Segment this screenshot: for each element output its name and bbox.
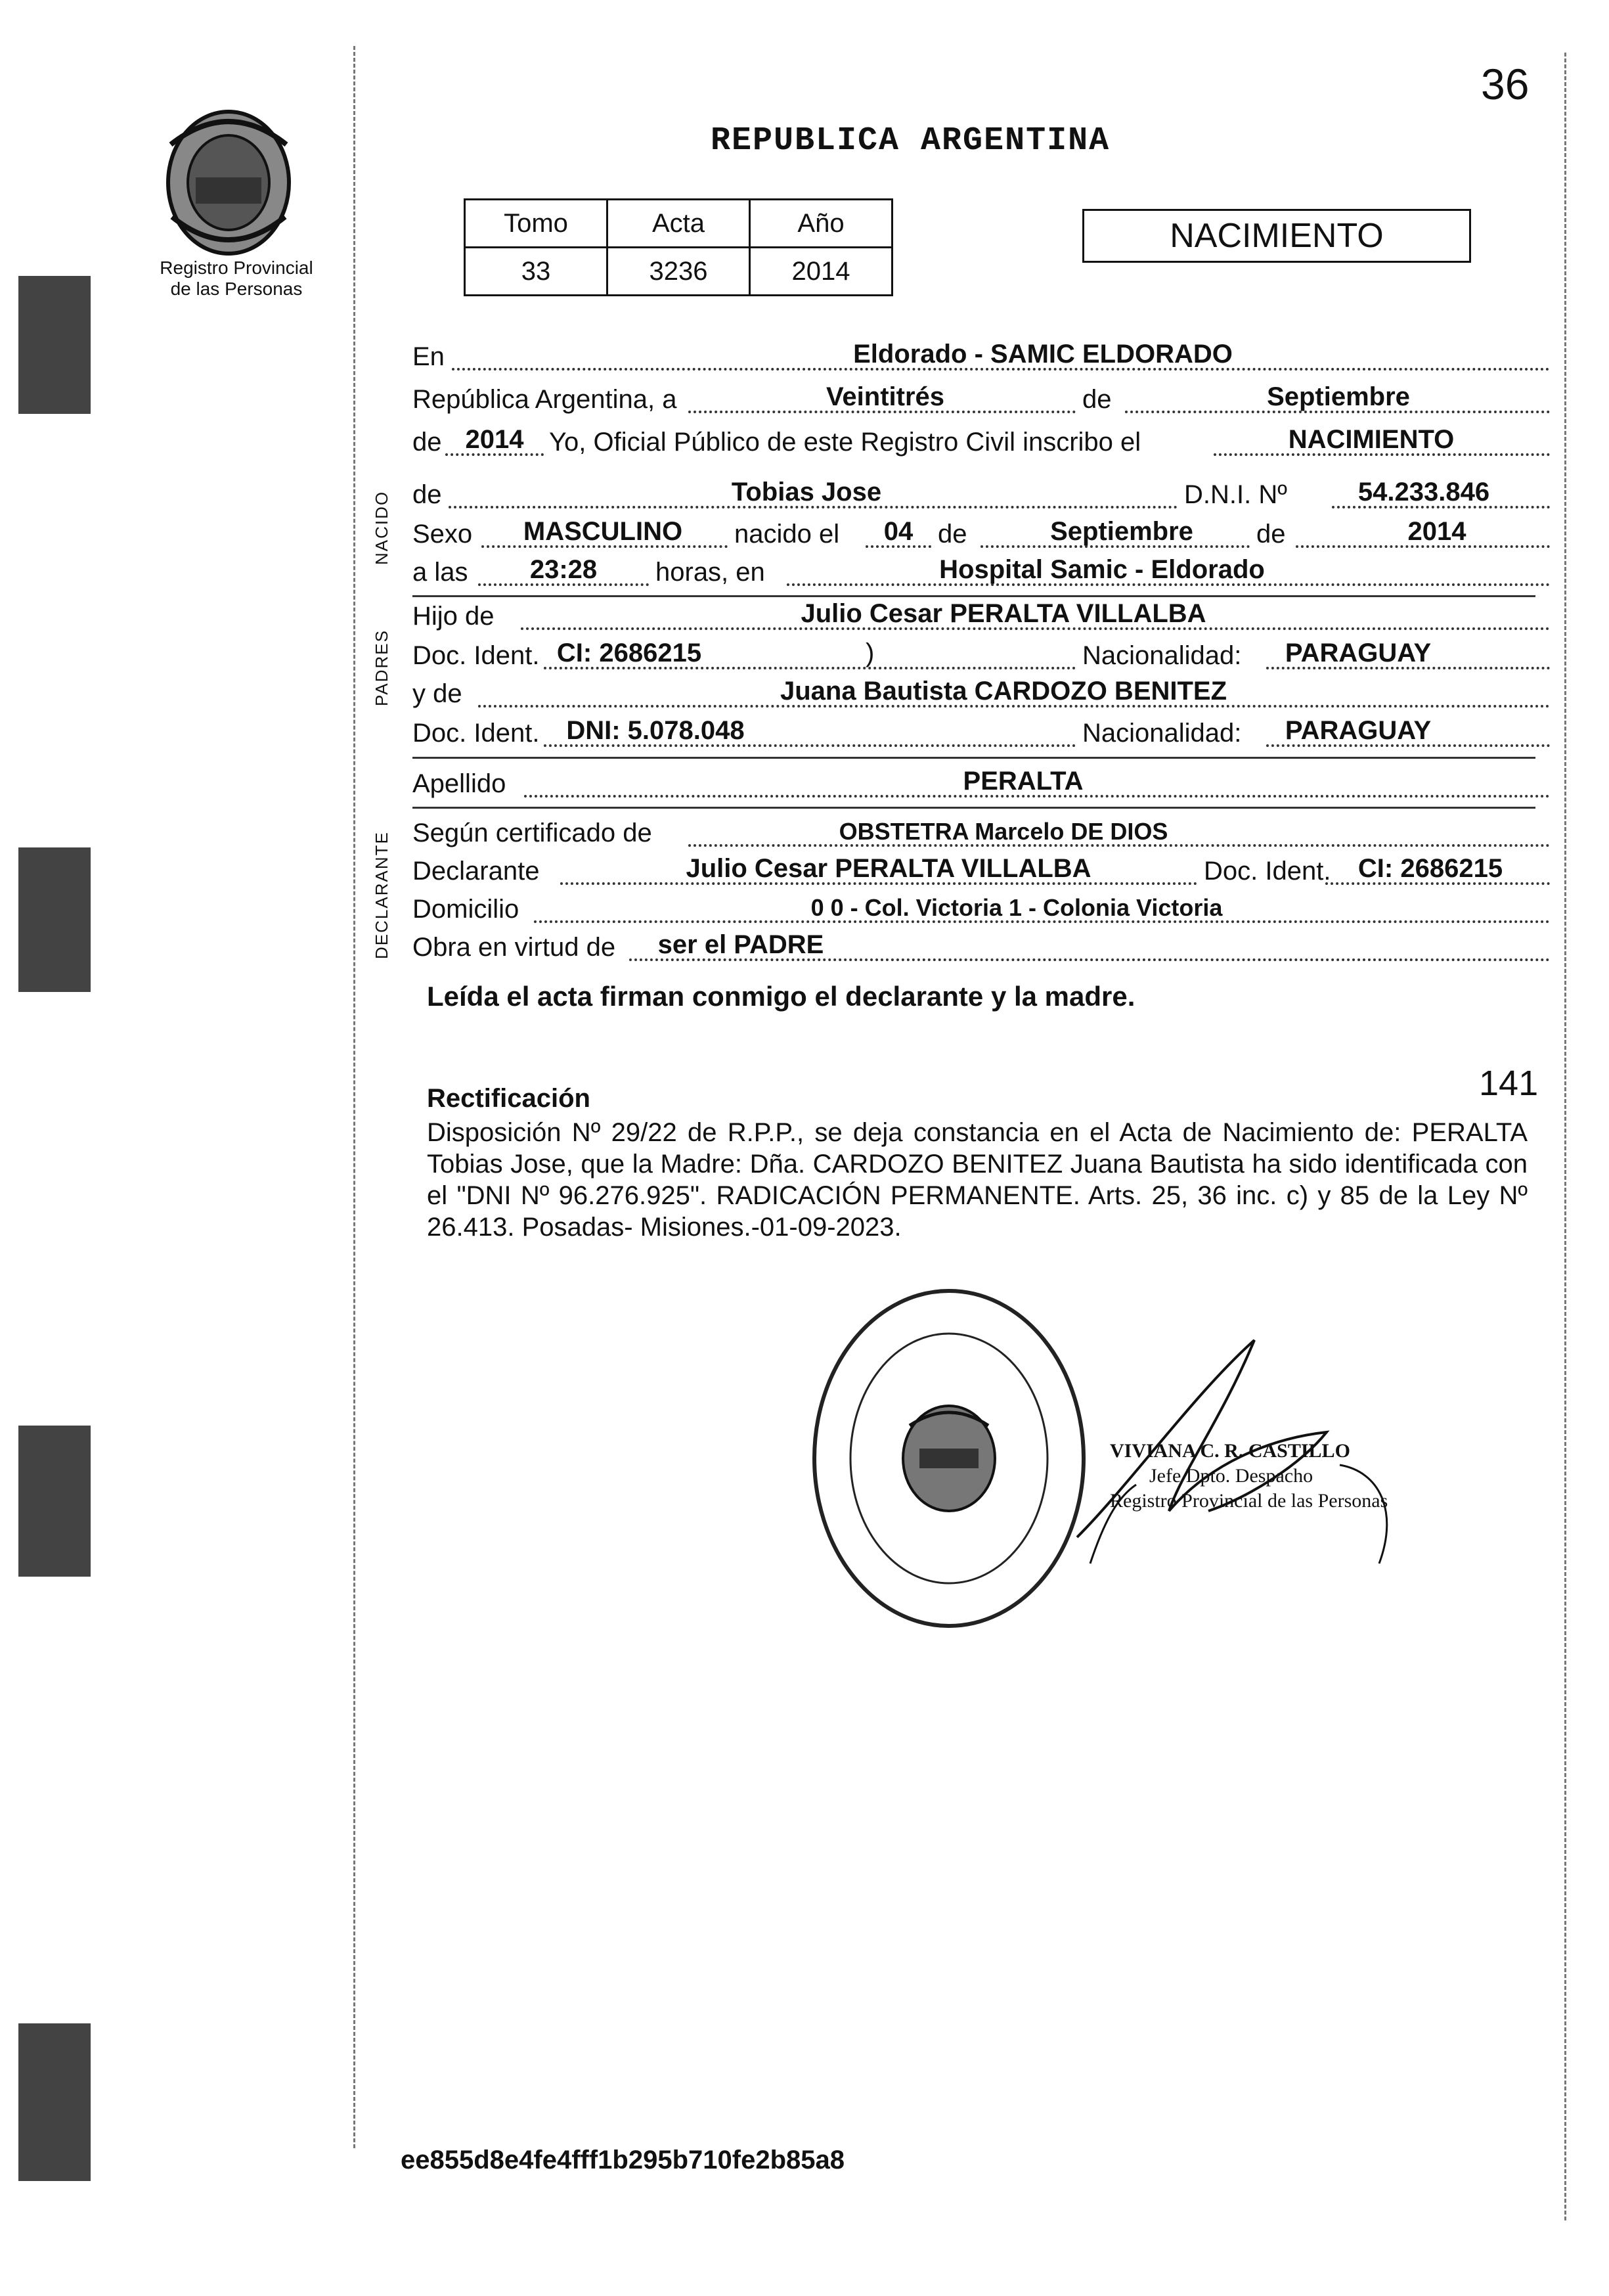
row-year: de 2014 Yo, Oficial Público de este Registro Civil inscribo el NACIMIENTO bbox=[412, 427, 1550, 461]
section-divider bbox=[412, 807, 1535, 809]
rectification-body: Disposición Nº 29/22 de R.P.P., se deja constancia en el Acta de Nacimiento de: PERALTA Tobias Jose, que la Madre: Dña. CARDOZO BENITEZ Juana Bautista ha sido identificada con el "DNI Nº 96.276.925". RADICACIÓN PERMANENTE. Arts. 25, 36 inc. c) y 85 de la Ley Nº 26.413. Posadas- Misiones.-01-09-2023. bbox=[427, 1118, 1528, 1242]
row-certificate: Según certificado de OBSTETRA Marcelo DE DIOS bbox=[412, 818, 1550, 852]
row-declarant: Declarante Julio Cesar PERALTA VILLALBA Doc. Ident. CI: 2686215 bbox=[412, 856, 1550, 890]
child-dni: 54.233.846 bbox=[1357, 478, 1490, 506]
record-table bbox=[464, 198, 893, 296]
official-stamp-icon bbox=[804, 1281, 1093, 1636]
row-date: República Argentina, a Veintitrés de Septiembre bbox=[412, 384, 1550, 418]
mother-doc: DNI: 5.078.048 bbox=[566, 716, 745, 745]
row-father: Hijo de Julio Cesar PERALTA VILLALBA bbox=[412, 601, 1550, 635]
province-seal-icon bbox=[159, 105, 298, 260]
birth-time: 23:28 bbox=[529, 555, 598, 584]
page-number: 36 bbox=[1481, 60, 1530, 108]
birth-place: Hospital Samic - Eldorado bbox=[939, 555, 1265, 584]
father-name: Julio Cesar PERALTA VILLALBA bbox=[801, 599, 1206, 628]
document-title: REPUBLICA ARGENTINA bbox=[711, 122, 1111, 160]
section-divider bbox=[412, 757, 1535, 759]
document-hash: ee855d8e4fe4fff1b295b710fe2b85a8 bbox=[401, 2146, 845, 2174]
scan-artifact bbox=[18, 2023, 91, 2181]
day-value: Veintitrés bbox=[826, 382, 945, 411]
row-sex: Sexo MASCULINO nacido el 04 de Septiembre de 2014 bbox=[412, 519, 1550, 553]
table-value-tomo: 33 bbox=[465, 248, 607, 296]
mother-name: Juana Bautista CARDOZO BENITEZ bbox=[780, 677, 1227, 706]
inscribe-value: NACIMIENTO bbox=[1288, 425, 1455, 454]
birth-year: 2014 bbox=[1407, 517, 1466, 546]
birth-month: Septiembre bbox=[1050, 517, 1193, 546]
side-label-nacido: NACIDO bbox=[372, 490, 391, 565]
month-value: Septiembre bbox=[1267, 382, 1410, 411]
mother-nationality: PARAGUAY bbox=[1285, 716, 1432, 745]
section-divider bbox=[412, 595, 1535, 597]
birth-day: 04 bbox=[883, 517, 914, 546]
table-value-ano: 2014 bbox=[750, 248, 893, 296]
margin-line-right bbox=[1564, 53, 1566, 2220]
row-mother: y de Juana Bautista CARDOZO BENITEZ bbox=[412, 679, 1550, 713]
row-surname: Apellido PERALTA bbox=[412, 769, 1550, 803]
declarant-doc: CI: 2686215 bbox=[1357, 854, 1503, 883]
sex-value: MASCULINO bbox=[523, 517, 683, 546]
row-mother-doc: Doc. Ident. DNI: 5.078.048 Nacionalidad: PARAGUAY bbox=[412, 718, 1550, 752]
registry-label: Registro Provincial de las Personas bbox=[160, 258, 313, 299]
table-value-acta: 3236 bbox=[607, 248, 750, 296]
place-value: Eldorado - SAMIC ELDORADO bbox=[853, 340, 1233, 369]
rectification-number: 141 bbox=[1479, 1064, 1539, 1103]
record-type-box: NACIMIENTO bbox=[1082, 209, 1471, 263]
certificate-value: OBSTETRA Marcelo DE DIOS bbox=[839, 818, 1168, 845]
table-header-ano: Año bbox=[750, 200, 893, 248]
row-father-doc: Doc. Ident. CI: 2686215 ) Nacionalidad: PARAGUAY bbox=[412, 641, 1550, 675]
child-name: Tobias Jose bbox=[731, 478, 882, 506]
rectification-title: Rectificación bbox=[427, 1084, 590, 1113]
scan-artifact bbox=[18, 847, 91, 992]
scan-artifact bbox=[18, 276, 91, 414]
father-nationality: PARAGUAY bbox=[1285, 639, 1432, 667]
table-header-tomo: Tomo bbox=[465, 200, 607, 248]
side-label-declarante: DECLARANTE bbox=[372, 831, 391, 959]
row-time: a las 23:28 horas, en Hospital Samic - Eldorado bbox=[412, 557, 1550, 591]
side-label-padres: PADRES bbox=[372, 629, 391, 706]
closing-statement: Leída el acta firman conmigo el declarante y la madre. bbox=[427, 981, 1135, 1012]
year-value: 2014 bbox=[465, 425, 524, 454]
row-name: de Tobias Jose D.N.I. Nº 54.233.846 bbox=[412, 480, 1550, 514]
table-header-acta: Acta bbox=[607, 200, 750, 248]
address-value: 0 0 - Col. Victoria 1 - Colonia Victoria bbox=[810, 894, 1223, 921]
row-place: En Eldorado - SAMIC ELDORADO bbox=[412, 342, 1550, 376]
father-doc: CI: 2686215 bbox=[556, 639, 702, 667]
signature-block: VIVIANA C. R. CASTILLO Jefe Dpto. Despacho Registro Provincial de las Personas bbox=[1110, 1440, 1388, 1512]
scan-artifact bbox=[18, 1426, 91, 1577]
row-address: Domicilio 0 0 - Col. Victoria 1 - Colonia Victoria bbox=[412, 894, 1550, 928]
margin-line-left bbox=[353, 46, 355, 2148]
declarant-name: Julio Cesar PERALTA VILLALBA bbox=[686, 854, 1091, 883]
row-reason: Obra en virtud de ser el PADRE bbox=[412, 932, 1550, 966]
surname-value: PERALTA bbox=[963, 767, 1084, 796]
reason-value: ser el PADRE bbox=[657, 930, 824, 959]
